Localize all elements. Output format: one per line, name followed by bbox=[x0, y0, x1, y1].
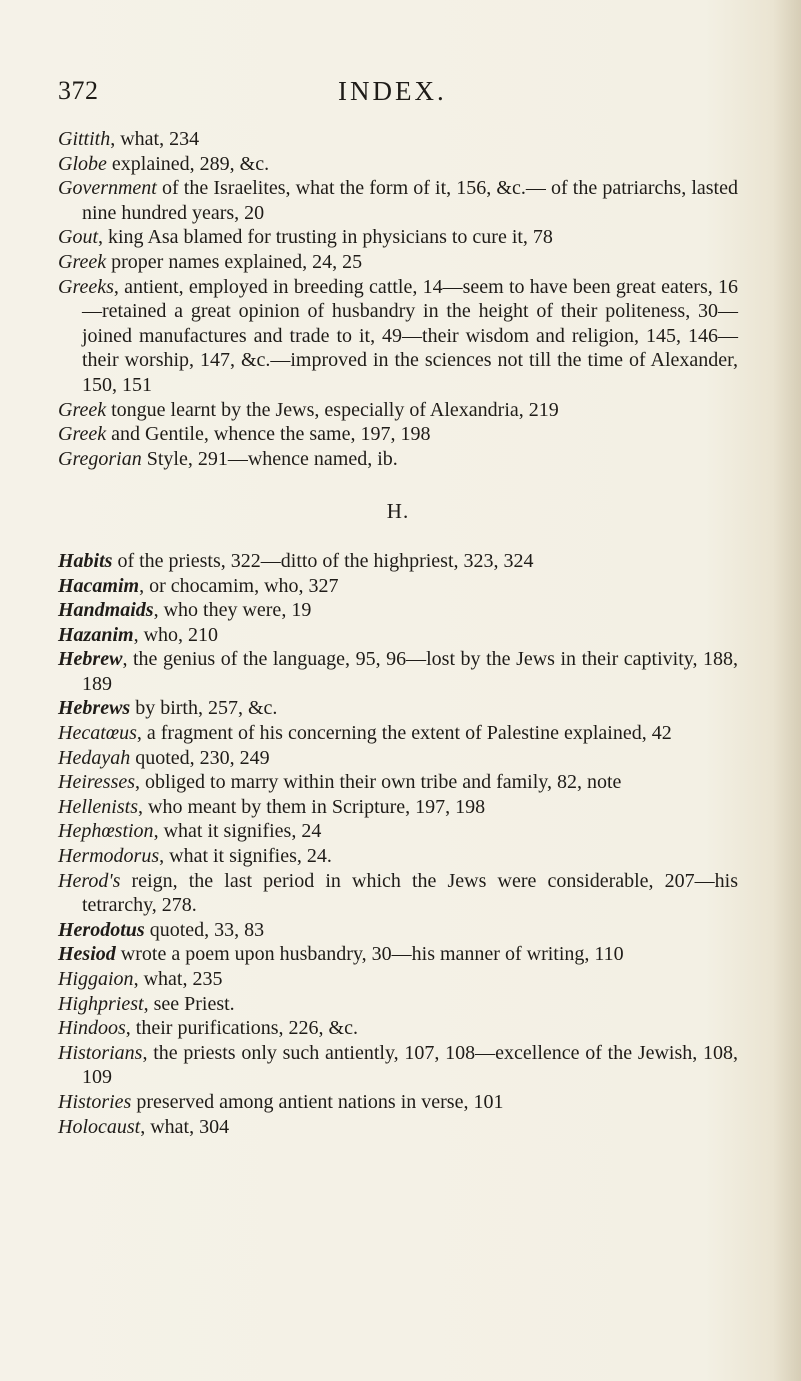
index-entry bbox=[58, 250, 738, 275]
index-entry-references: reign, the last period in which the Jews were considerable, 207—his tetrarchy, 278. bbox=[82, 869, 738, 917]
index-entry bbox=[58, 844, 738, 869]
index-entry bbox=[58, 275, 738, 398]
index-entry-references: , who meant by them in Scripture, 197, 198 bbox=[138, 795, 486, 818]
index-entry-term: Hephœstion bbox=[58, 820, 154, 843]
index-entry bbox=[58, 696, 738, 721]
index-entry-references: preserved among antient nations in verse, 101 bbox=[131, 1090, 504, 1113]
index-entry-references: , who they were, 19 bbox=[153, 599, 312, 622]
index-entry bbox=[58, 447, 738, 472]
index-entry bbox=[58, 869, 738, 918]
index-entry bbox=[58, 942, 738, 967]
index-entry-term: Herod's bbox=[58, 869, 121, 892]
index-entry bbox=[58, 1090, 738, 1115]
index-entry-term: Greek bbox=[58, 398, 107, 421]
index-entry-references: , the genius of the language, 95, 96—lost by the Jews in their captivity, 188, 189 bbox=[82, 648, 738, 695]
index-entry bbox=[58, 225, 738, 250]
index-entry-references: and Gentile, whence the same, 197, 198 bbox=[106, 423, 431, 446]
index-entry bbox=[58, 721, 738, 746]
index-entry-term: Habits bbox=[58, 549, 113, 572]
index-entry-references: explained, 289, &c. bbox=[106, 152, 270, 175]
index-entry bbox=[58, 176, 738, 225]
running-head-title: INDEX. bbox=[338, 76, 447, 106]
index-entry-references: of the Israelites, what the form of it, 156, &c.— of the patriarchs, lasted nine hundred years, 20 bbox=[82, 177, 738, 224]
index-entry-term: Hecatœus bbox=[58, 722, 137, 745]
index-entry-term: Gregorian bbox=[58, 447, 142, 470]
index-entry bbox=[58, 598, 738, 623]
index-entry-term: Hindoos bbox=[58, 1017, 126, 1040]
index-entry-term: Globe bbox=[58, 152, 107, 175]
index-entry-references: wrote a poem upon husbandry, 30—his manner of writing, 110 bbox=[115, 943, 624, 966]
index-entry-term: Greeks bbox=[58, 275, 114, 298]
index-entry bbox=[58, 422, 738, 447]
index-entry-term: Government bbox=[58, 177, 157, 200]
index-entry bbox=[58, 819, 738, 844]
index-entry bbox=[58, 623, 738, 648]
index-entry bbox=[58, 398, 738, 423]
index-entry-references: , antient, employed in breeding cattle, 14—seem to have been great eaters, 16—retained a great opinion of husbandry in the height of their politeness, 30—joined manufactures and trade to it, 49—their wisdom and religion, 145, 146—their worship, 147, &c.—improved in the sciences not till the time of Alexander, 150, 151 bbox=[82, 275, 738, 396]
index-entry-references: , king Asa blamed for trusting in physicians to cure it, 78 bbox=[98, 226, 553, 249]
index-entry bbox=[58, 1016, 738, 1041]
index-entry-references: quoted, 33, 83 bbox=[144, 918, 265, 941]
index-entry-term: Hebrew bbox=[58, 648, 123, 671]
index-entry-references: of the priests, 322—ditto of the highpriest, 323, 324 bbox=[112, 549, 534, 572]
index-entry bbox=[58, 992, 738, 1017]
index-entry-term: Hermodorus bbox=[58, 845, 160, 868]
index-entry-references: , see Priest. bbox=[143, 992, 235, 1015]
index-entry-term: Gittith bbox=[58, 128, 111, 150]
index-entry-references: , or chocamim, who, 327 bbox=[139, 574, 339, 597]
index-entry-term: Herodotus bbox=[58, 918, 145, 941]
index-entry-references: , what, 234 bbox=[110, 128, 200, 150]
page-edge-shadow bbox=[773, 0, 801, 1381]
index-entry-references: , what it signifies, 24. bbox=[159, 845, 332, 868]
index-entry-term: Higgaion bbox=[58, 968, 134, 990]
index-entry-references: , what, 235 bbox=[133, 968, 223, 990]
index-entry-references: , obliged to marry within their own tribe and family, 82, note bbox=[135, 771, 622, 794]
index-entry-references: quoted, 230, 249 bbox=[130, 746, 270, 769]
index-entry-term: Handmaids bbox=[58, 599, 154, 622]
index-entry-term: Heiresses bbox=[58, 771, 136, 794]
index-entry bbox=[58, 549, 738, 574]
index-entry-term: Holocaust bbox=[58, 1115, 141, 1138]
index-entry bbox=[58, 746, 738, 771]
index-entry bbox=[58, 795, 738, 820]
index-entry-references: tongue learnt by the Jews, especially of Alexandria, 219 bbox=[106, 398, 559, 421]
page-number: 372 bbox=[58, 76, 99, 105]
index-entry bbox=[58, 574, 738, 599]
index-entry bbox=[58, 127, 738, 152]
index-entry-references: , who, 210 bbox=[133, 623, 219, 646]
index-entry-references: , what it signifies, 24 bbox=[153, 820, 322, 843]
index-entry-references: Style, 291—whence named, ib. bbox=[141, 447, 398, 470]
index-entry-term: Highpriest bbox=[58, 992, 144, 1015]
index-entry-term: Hedayah bbox=[58, 746, 131, 769]
index-entry bbox=[58, 967, 738, 992]
index-entry bbox=[58, 1115, 738, 1140]
index-entry-term: Hazanim bbox=[58, 623, 134, 646]
index-entry-references: proper names explained, 24, 25 bbox=[106, 250, 363, 273]
index-entry-term: Historians bbox=[58, 1041, 143, 1064]
index-entry bbox=[58, 1041, 738, 1090]
index-entry bbox=[58, 647, 738, 696]
index-entry-term: Histories bbox=[58, 1090, 132, 1113]
index-entry bbox=[58, 918, 738, 943]
index-entry-term: Hesiod bbox=[58, 943, 116, 966]
index-list bbox=[58, 127, 738, 1139]
index-entry-references: , a fragment of his concerning the extent of Palestine explained, 42 bbox=[136, 722, 672, 745]
index-entry-references: , the priests only such antiently, 107, 108—excellence of the Jewish, 108, 109 bbox=[82, 1041, 738, 1089]
section-letter-heading: H. bbox=[386, 499, 410, 524]
index-entry-term: Gout bbox=[58, 226, 98, 249]
index-entry bbox=[58, 152, 738, 177]
index-entry-references: , what, 304 bbox=[140, 1115, 230, 1138]
index-entry-term: Greek bbox=[58, 423, 107, 446]
index-entry-references: by birth, 257, &c. bbox=[130, 697, 278, 720]
index-entry-term: Hacamim bbox=[58, 574, 140, 597]
index-entry-term: Greek bbox=[58, 250, 107, 273]
index-entry-term: Hellenists bbox=[58, 795, 138, 818]
index-entry-references: , their purifications, 226, &c. bbox=[125, 1017, 358, 1040]
index-entry-term: Hebrews bbox=[58, 697, 131, 720]
index-entry bbox=[58, 770, 738, 795]
page-header bbox=[58, 76, 718, 116]
